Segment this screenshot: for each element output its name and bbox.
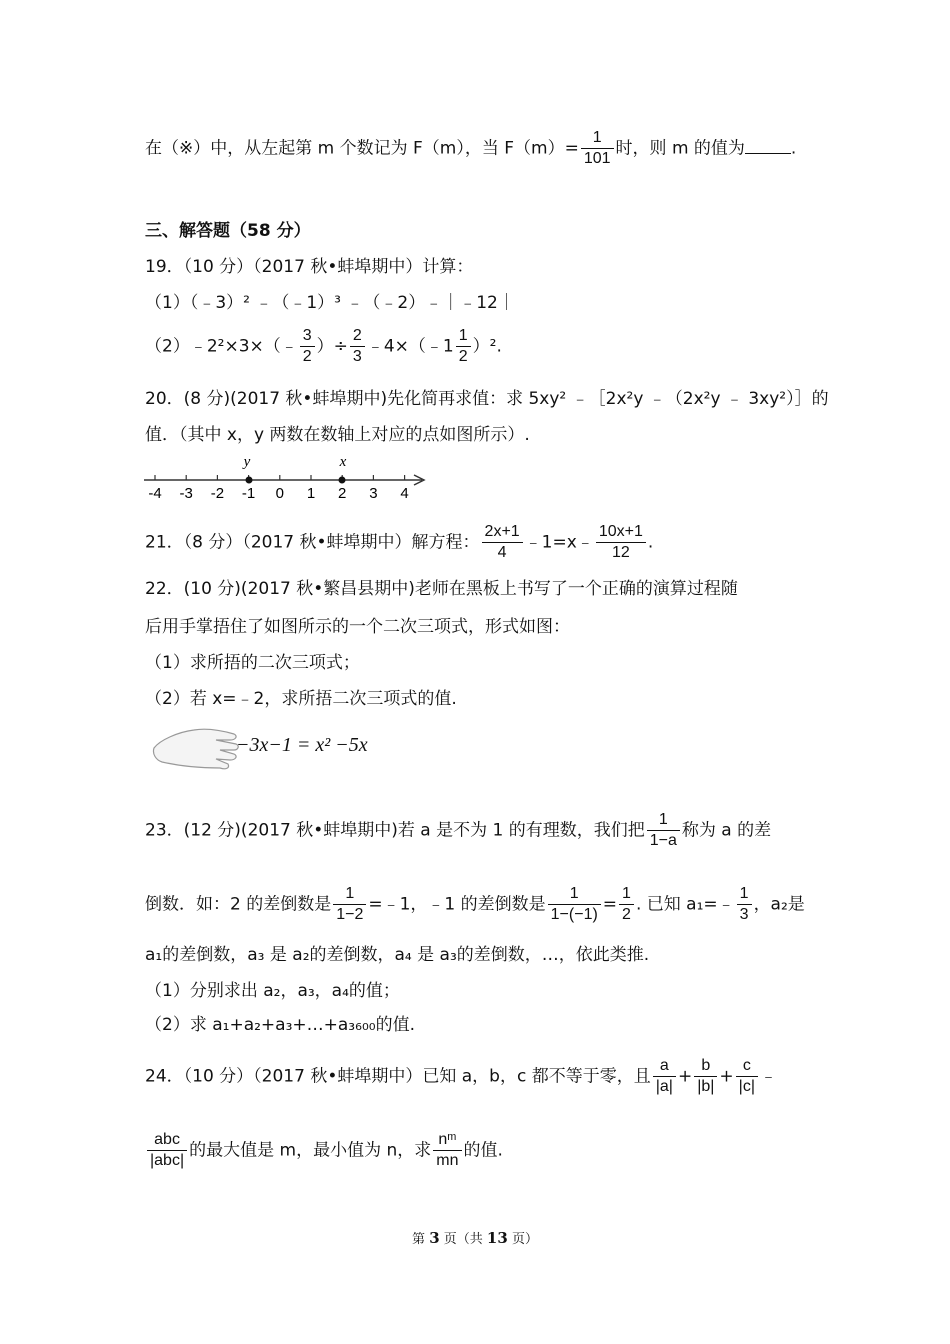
- number-line: [140, 450, 440, 502]
- hand-icon: [150, 722, 242, 774]
- number-line-tick-label: -3: [179, 485, 193, 502]
- equation-text: −3x−1 = x² −5x: [236, 734, 368, 756]
- number-line-tick-label: 0: [275, 485, 284, 502]
- number-line-tick-label: -2: [210, 485, 225, 502]
- q23-part1: （1）分别求出 a₂，a₃，a₄的值；: [145, 981, 400, 1001]
- q18-tail-line: 在（※）中，从左起第 m 个数记为 F（m），当 F（m）= $\frac{1}{101}$ 时，则 m 的值为 .: [145, 129, 797, 167]
- number-line-tick-label: 1: [306, 485, 316, 502]
- q22-part2: （2）若 x=﹣2，求所捂二次三项式的值.: [145, 689, 457, 709]
- fraction: $\frac{\text{nᵐ}}{mn}$: [433, 1130, 461, 1171]
- q23-line3: a₁的差倒数，a₃ 是 a₂的差倒数，a₄ 是 a₃的差倒数，…，依此类推.: [145, 945, 650, 965]
- fraction: $\frac{1}{3}$: [737, 884, 752, 925]
- fraction: $\frac{1}{2}$: [619, 884, 634, 925]
- q19-part1: （1）（﹣3）² ﹣（﹣1）³ ﹣（﹣2）﹣｜﹣12｜: [145, 293, 515, 313]
- answer-blank: [745, 139, 791, 154]
- point-x: [339, 477, 346, 484]
- q23-line2: 倒数．如：2 的差倒数是 $\frac{1}{1-2}$ =﹣1，﹣1 的差倒数是 $\frac{1}{1-(-1)}$ = $\frac{1}{2}$ . 已知 a₁=﹣ $\frac{1}{3}$ ，a₂是: [145, 885, 805, 923]
- q24-line2: $\frac{\text{abc}}{\text{|abc|}}$ 的最大值是 m，最小值为 n，求 $\frac{\text{nᵐ}}{mn}$ 的值.: [145, 1130, 503, 1171]
- q21-line: 21．（8 分）（2017 秋•蚌埠期中）解方程： $\frac{2x+1}{4}$ ﹣1=x﹣ $\frac{10x+1}{12}$ .: [145, 523, 654, 561]
- page-footer: 第 3 页（共 13 页）: [412, 1229, 538, 1247]
- q19-head: 19．（10 分）（2017 秋•蚌埠期中）计算：: [145, 257, 474, 277]
- number-line-tick-label: -1: [241, 485, 256, 502]
- fraction: $\frac{1}{2}$: [456, 326, 471, 367]
- number-line-tick-label: 2: [338, 485, 347, 502]
- q22-line1: 22．(10 分)(2017 秋•繁昌县期中)老师在黑板上书写了一个正确的演算过程随: [145, 579, 738, 599]
- fraction: $\frac{1}{101}$: [581, 128, 614, 169]
- q22-line2: 后用手掌捂住了如图所示的一个二次三项式，形式如图：: [145, 617, 570, 637]
- q20-line2: 值．（其中 x，y 两数在数轴上对应的点如图所示）.: [145, 425, 530, 445]
- number-line-tick-label: -4: [148, 485, 162, 502]
- q23-line1: 23．(12 分)(2017 秋•蚌埠期中)若 a 是不为 1 的有理数，我们把 $\frac{1}{1-a}$ 称为 a 的差: [145, 811, 772, 849]
- fraction: $\frac{\text{abc}}{\text{|abc|}}$: [147, 1130, 187, 1171]
- q24-line1: 24．（10 分）（2017 秋•蚌埠期中）已知 a，b，c 都不等于零，且 $\frac{a}{|a|}$ + $\frac{b}{|b|}$ + $\frac{c}{|c|}$ ﹣: [145, 1057, 777, 1095]
- section-title: 三、解答题（58 分）: [145, 221, 311, 241]
- fraction: $\frac{2}{3}$: [350, 326, 365, 367]
- point-y-label: y: [243, 454, 251, 470]
- fraction: $\frac{1}{1-2}$: [333, 884, 366, 925]
- number-line-tick-label: 3: [369, 485, 378, 502]
- fraction: $\frac{b}{|b|}$: [694, 1056, 717, 1097]
- fraction: $\frac{1}{1-a}$: [647, 810, 680, 851]
- point-x-label: x: [339, 454, 347, 470]
- fraction: $\frac{3}{2}$: [300, 326, 315, 367]
- q23-part2: （2）求 a₁+a₂+a₃+…+a₃₆₀₀的值.: [145, 1015, 415, 1035]
- q19-part2: （2）﹣2²×3×（﹣ $\frac{3}{2}$ ）÷ $\frac{2}{3}$ ﹣4×（﹣1 $\frac{1}{2}$ ）².: [145, 327, 502, 365]
- fraction: $\frac{10x+1}{12}$: [596, 522, 646, 563]
- fraction: $\frac{a}{|a|}$: [653, 1056, 676, 1097]
- fraction: $\frac{c}{|c|}$: [736, 1056, 758, 1097]
- point-y: [246, 477, 253, 484]
- q20-line1: 20．(8 分)(2017 秋•蚌埠期中)先化简再求值：求 5xy² ﹣［2x²y ﹣（2x²y ﹣ 3xy²）］的: [145, 389, 829, 409]
- fraction: $\frac{1}{1-(-1)}$: [548, 884, 601, 925]
- fraction: $\frac{2x+1}{4}$: [482, 522, 523, 563]
- q22-part1: （1）求所捂的二次三项式；: [145, 653, 360, 673]
- number-line-tick-label: 4: [400, 485, 409, 502]
